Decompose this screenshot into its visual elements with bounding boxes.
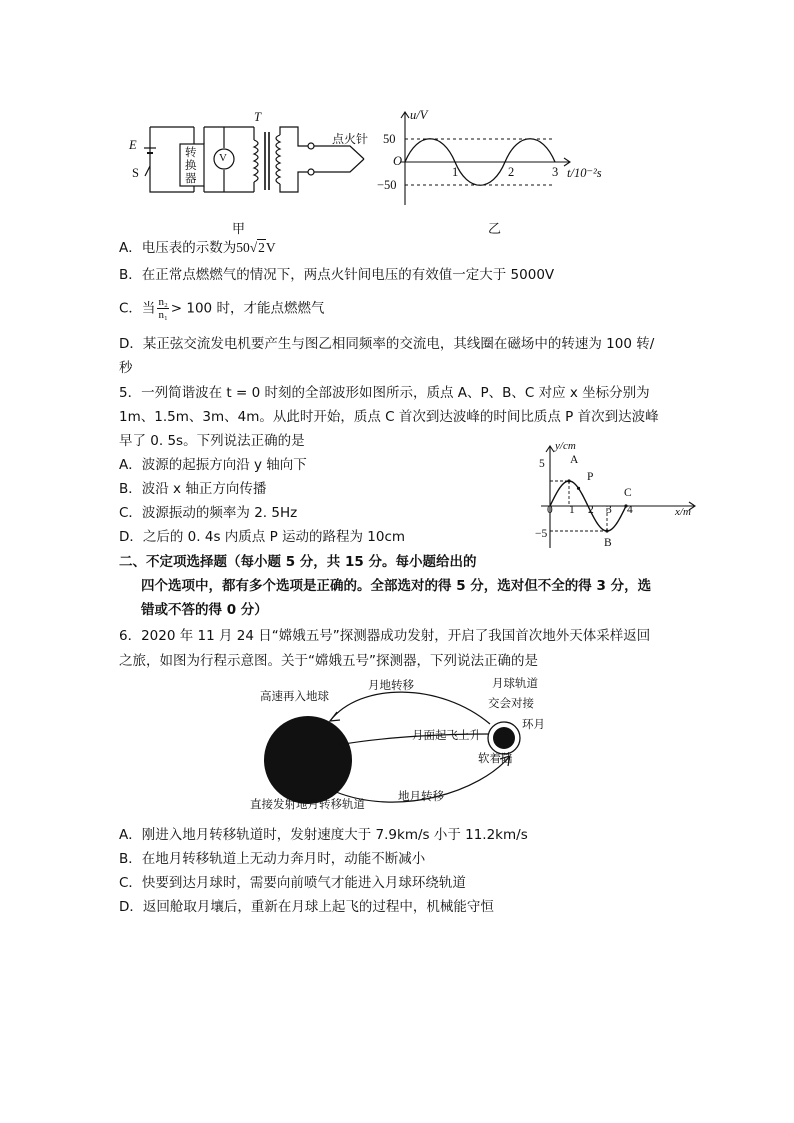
voltage-graph-svg bbox=[365, 108, 625, 208]
voltage-graph bbox=[365, 108, 625, 208]
tick-minus-50: −50 bbox=[377, 178, 397, 192]
fraction-numerator: n₂ bbox=[158, 296, 168, 308]
q5-stem-line3: 早了 0. 5s。下列说法正确的是 bbox=[119, 433, 305, 449]
q4-option-a bbox=[119, 239, 276, 257]
q6-option-b: B．在地月转移轨道上无动力奔月时，动能不断减小 bbox=[119, 851, 426, 867]
label-E: E bbox=[129, 138, 137, 152]
earth-circle bbox=[264, 716, 352, 804]
caption-jia: 甲 bbox=[232, 222, 246, 237]
tick-2: 2 bbox=[508, 165, 515, 179]
point-P-label: P bbox=[587, 471, 594, 483]
t-axis-label: t/10⁻²s bbox=[567, 166, 602, 180]
point-P bbox=[577, 487, 580, 490]
x-tick-1: 1 bbox=[569, 504, 575, 516]
q5-stem-line2: 1m、1.5m、3m、4m。从此时开始，质点 C 首次到达波峰的时间比质点 P 首次到达波峰 bbox=[119, 409, 659, 425]
point-A bbox=[567, 479, 570, 482]
label-direct-launch: 直接发射地月转移轨道 bbox=[250, 797, 365, 811]
q6-option-d: D．返回舱取月壤后，重新在月球上起飞的过程中，机械能守恒 bbox=[119, 899, 494, 915]
section2-heading-line3: 错或不答的得 0 分） bbox=[141, 602, 268, 618]
x-axis-label: x/m bbox=[675, 506, 691, 518]
label-moon-earth-transfer: 月地转移 bbox=[368, 678, 414, 692]
tick-3: 3 bbox=[552, 165, 559, 179]
q5-option-b: B．波沿 x 轴正方向传播 bbox=[119, 481, 267, 497]
origin-O: O bbox=[393, 154, 403, 168]
q4-option-c-post: > 100 时，才能点燃燃气 bbox=[170, 300, 325, 317]
label-liftoff: 月面起飞上升 bbox=[412, 728, 481, 742]
q6-option-c: C．快要到达月球时，需要向前喷气才能进入月球环绕轨道 bbox=[119, 875, 466, 891]
point-B-label: B bbox=[604, 537, 612, 549]
circuit-diagram bbox=[120, 110, 370, 210]
q4-option-a-text: A．电压表的示数为 bbox=[119, 240, 237, 256]
n-ratio-fraction bbox=[157, 296, 168, 321]
q6-stem-line1: 6．2020 年 11 月 24 日“嫦娥五号”探测器成功发射，开启了我国首次地外天体采样返回 bbox=[119, 628, 651, 644]
q4-a-radicand: 2 bbox=[258, 240, 265, 255]
y-axis-label: y/cm bbox=[555, 440, 576, 452]
label-lunar-orbit: 月球轨道 bbox=[492, 676, 538, 690]
section2-heading-line2: 四个选项中，都有多个选项是正确的。全部选对的得 5 分，选对但不全的得 3 分，选 bbox=[141, 578, 652, 594]
origin-label: 0 bbox=[547, 504, 553, 516]
voltmeter-label: V bbox=[219, 152, 227, 164]
q6-option-a: A．刚进入地月转移轨道时，发射速度大于 7.9km/s 小于 11.2km/s bbox=[119, 827, 528, 843]
point-A-label: A bbox=[570, 454, 579, 466]
circuit-figure bbox=[120, 110, 370, 210]
q4-option-c-pre: C．当 bbox=[119, 300, 156, 317]
q5-stem-line1: 5．一列简谐波在 t = 0 时刻的全部波形如图所示，质点 A、P、B、C 对应 x 坐标分别为 bbox=[119, 385, 650, 401]
q4-a-coef: 50 bbox=[236, 240, 250, 255]
q5-option-c: C．波源振动的频率为 2. 5Hz bbox=[119, 505, 298, 521]
tick-1: 1 bbox=[452, 165, 459, 179]
q4-a-unit: V bbox=[265, 240, 276, 255]
caption-yi: 乙 bbox=[488, 222, 502, 237]
moon-circle bbox=[493, 727, 515, 749]
point-B bbox=[605, 529, 608, 532]
igniter-label: 点火针 bbox=[332, 132, 369, 146]
label-T: T bbox=[254, 110, 261, 124]
point-C-label: C bbox=[624, 487, 632, 499]
q4-option-a-value: 50√2V bbox=[236, 240, 276, 255]
section2-heading-line1: 二、不定项选择题（每小题 5 分，共 15 分。每小题给出的 bbox=[119, 554, 477, 570]
q5-option-a: A．波源的起振方向沿 y 轴向下 bbox=[119, 457, 307, 473]
wave-chart bbox=[505, 440, 700, 550]
converter-label: 转换器 bbox=[185, 145, 197, 185]
x-tick-2: 2 bbox=[588, 504, 594, 516]
q4-option-d-line1: D．某正弦交流发电机要产生与图乙相同频率的交流电，其线圈在磁场中的转速为 100 转/ bbox=[119, 336, 655, 352]
label-earth-moon-transfer: 地月转移 bbox=[398, 789, 444, 803]
tick-50: 50 bbox=[383, 132, 396, 146]
y-tick-minus-5: −5 bbox=[535, 528, 548, 540]
y-tick-5: 5 bbox=[539, 458, 545, 470]
q4-option-b: B．在正常点燃燃气的情况下，两点火针间电压的有效值一定大于 5000V bbox=[119, 267, 555, 283]
label-soft-landing: 软着陆 bbox=[478, 751, 513, 765]
q4-option-d-line2: 秒 bbox=[119, 360, 133, 376]
u-axis-label: u/V bbox=[410, 108, 428, 122]
label-reentry: 高速再入地球 bbox=[260, 689, 329, 703]
q5-option-d: D．之后的 0. 4s 内质点 P 运动的路程为 10cm bbox=[119, 529, 406, 545]
fraction-denominator: n₁ bbox=[158, 309, 168, 321]
label-orbit-moon: 环月 bbox=[522, 717, 545, 731]
label-S: S bbox=[132, 166, 139, 180]
x-tick-3: 3 bbox=[606, 504, 612, 516]
q6-stem-line2: 之旅，如图为行程示意图。关于“嫦娥五号”探测器，下列说法正确的是 bbox=[119, 653, 538, 669]
orbit-diagram bbox=[240, 672, 560, 822]
x-tick-4: 4 bbox=[627, 504, 633, 516]
q4-option-c bbox=[119, 296, 324, 321]
label-rendezvous: 交会对接 bbox=[488, 696, 534, 710]
